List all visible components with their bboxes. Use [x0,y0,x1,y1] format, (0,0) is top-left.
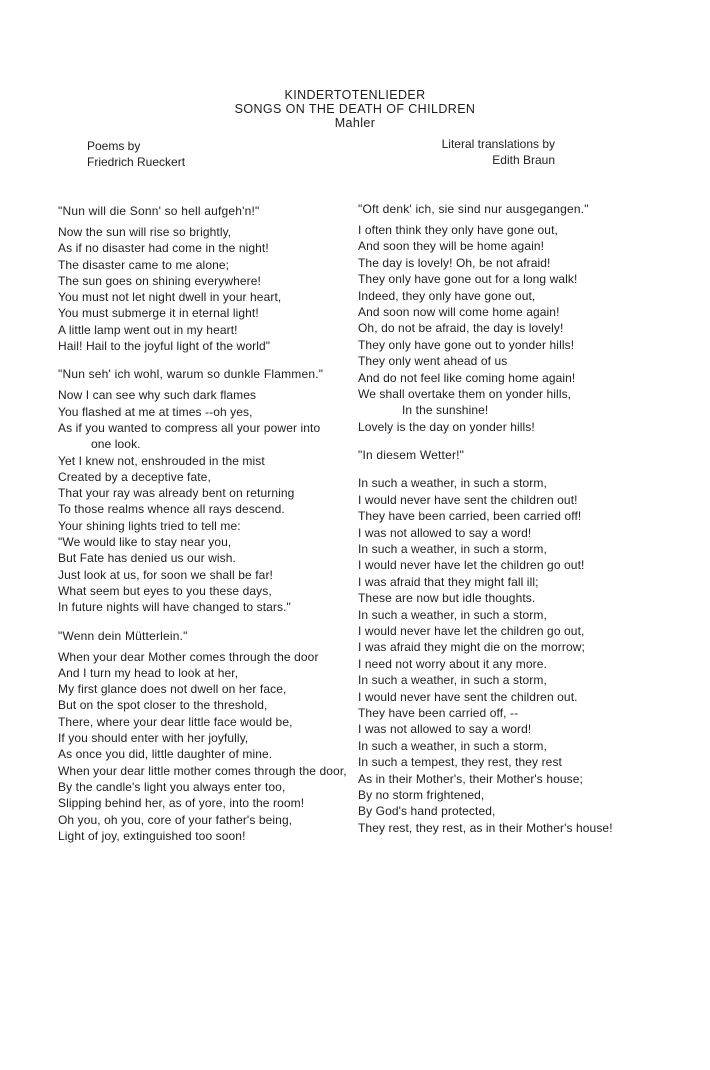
poem-line: They have been carried off, -- [358,705,519,720]
poem-line: There, where your dear little face would be, [58,714,293,729]
poem-line: In future nights will have changed to stars." [58,600,291,615]
poem-line: They have been carried, been carried off! [358,509,582,524]
poem-line: The sun goes on shining everywhere! [58,273,261,288]
poem-line: When your dear Mother comes through the door [58,649,319,664]
poem-line: As if no disaster had come in the night! [58,241,269,256]
poem-title: "Oft denk' ich, sie sind nur ausgegangen." [358,202,589,216]
poet-credit-label: Poems by [87,139,141,153]
poem-line: In such a weather, in such a storm, [358,476,547,491]
poem-line: They only went ahead of us [358,354,508,369]
poem-line: And do not feel like coming home again! [358,370,576,385]
poem-line: In such a weather, in such a storm, [358,738,547,753]
poem-line: They only have gone out for a long walk! [358,272,578,287]
poem-lines [358,222,658,435]
poem-line: Oh you, oh you, core of your father's being, [58,812,293,827]
poem-line: I was not allowed to say a word! [358,722,532,737]
poem-line: I was afraid they might die on the morrow; [358,640,585,655]
poem-line: I often think they only have gone out, [358,223,558,237]
poem-title: "Nun will die Sonn' so hell aufgeh'n!" [58,204,260,218]
poem-line: But on the spot closer to the threshold, [58,698,268,713]
poet-name: Friedrich Rueckert [87,155,186,169]
poem-line: The disaster came to me alone; [58,257,230,272]
poem-4 [358,201,658,435]
composer-name: Mahler [334,116,376,130]
poem-line: But Fate has denied us our wish. [58,551,236,566]
poem-line: By the candle's light you always enter too, [58,779,286,794]
poem-line: You must submerge it in eternal light! [58,306,259,321]
poem-line: As once you did, little daughter of mine. [58,747,273,762]
translator-credit-label: Literal translations by [441,137,555,151]
poem-line: Just look at us, for soon we shall be far! [58,567,273,582]
poem-line: I was afraid that they might fall ill; [358,574,539,589]
poem-line: In such a weather, in such a storm, [358,673,547,688]
poem-line: That your ray was already bent on returning [58,486,295,501]
poem-line: As if you wanted to compress all your power into [58,420,321,435]
poem-line: In the sunshine! [402,403,489,418]
poem-line: Indeed, they only have gone out, [358,288,536,303]
poem-lines [358,475,658,836]
poem-title: "Nun seh' ich wohl, warum so dunkle Flammen." [58,367,324,382]
poem-5 [358,447,658,836]
poem-line: Oh, do not be afraid, the day is lovely! [358,321,564,336]
poem-line: Now I can see why such dark flames [58,388,257,403]
poem-line: Created by a deceptive fate, [58,469,211,484]
poem-line: To those realms whence all rays descend. [58,502,285,517]
poem-line: They rest, they rest, as in their Mother's house! [358,820,613,835]
poem-line: We shall overtake them on yonder hills, [358,387,572,402]
poem-lines [58,387,358,615]
poem-line: By God's hand protected, [358,804,496,819]
document-title: KINDERTOTENLIEDER [284,88,426,102]
poem-line: As in their Mother's, their Mother's house; [358,771,583,786]
poem-3 [58,628,358,845]
poem-line: And soon now will come home again! [358,305,560,320]
document-subtitle: SONGS ON THE DEATH OF CHILDREN [234,102,476,116]
poem-line: I need not worry about it any more. [358,656,547,671]
poem-line: My first glance does not dwell on her face, [58,682,287,697]
poem-line: A little lamp went out in my heart! [58,322,238,337]
poem-2 [58,366,358,615]
poem-line: Hail! Hail to the joyful light of the world" [58,339,271,354]
poem-1 [58,203,358,354]
poem-line: And I turn my head to look at her, [58,665,239,680]
poem-line: Lovely is the day on yonder hills! [358,419,535,434]
poem-line: By no storm frightened, [358,788,485,802]
poem-line: In such a tempest, they rest, they rest [358,755,562,770]
poem-line: Now the sun will rise so brightly, [58,225,232,239]
poem-line: They only have gone out to yonder hills! [358,337,575,352]
title-block [0,88,710,130]
poem-lines [58,649,358,845]
poem-line: I would never have sent the children out! [358,492,578,507]
poem-line: Slipping behind her, as of yore, into the room! [58,796,305,811]
poem-line: Light of joy, extinguished too soon! [58,828,246,843]
poet-credit [87,138,185,170]
poem-line: I would never have let the children go out! [358,558,585,573]
poem-line: The day is lovely! Oh, be not afraid! [358,255,551,270]
poem-line: In such a weather, in such a storm, [358,607,547,622]
poem-line: These are now but idle thoughts. [358,591,536,606]
poem-line: In such a weather, in such a storm, [358,541,547,556]
poem-line: I would never have sent the children out. [358,689,578,704]
left-column [58,203,358,844]
translator-credit [420,136,555,168]
poem-line: one look. [91,437,141,452]
poem-line: I would never have let the children go out, [358,623,585,638]
poem-line: Yet I knew not, enshrouded in the mist [58,453,265,468]
poem-title: "Wenn dein Mütterlein." [58,628,188,643]
poem-line: Your shining lights tried to tell me: [58,518,241,533]
poem-lines [58,224,358,354]
poem-line: I was not allowed to say a word! [358,525,532,540]
poem-title: "In diesem Wetter!" [358,448,465,463]
poem-line: You must not let night dwell in your heart, [58,290,282,305]
right-column [358,201,658,836]
poem-line: You flashed at me at times --oh yes, [58,404,253,419]
poem-line: And soon they will be home again! [358,239,545,254]
poem-line: What seem but eyes to you these days, [58,583,272,598]
poem-line: "We would like to stay near you, [58,535,232,550]
poem-line: If you should enter with her joyfully, [58,731,249,746]
translator-name: Edith Braun [492,153,555,167]
poem-line: When your dear little mother comes through the door, [58,763,347,778]
